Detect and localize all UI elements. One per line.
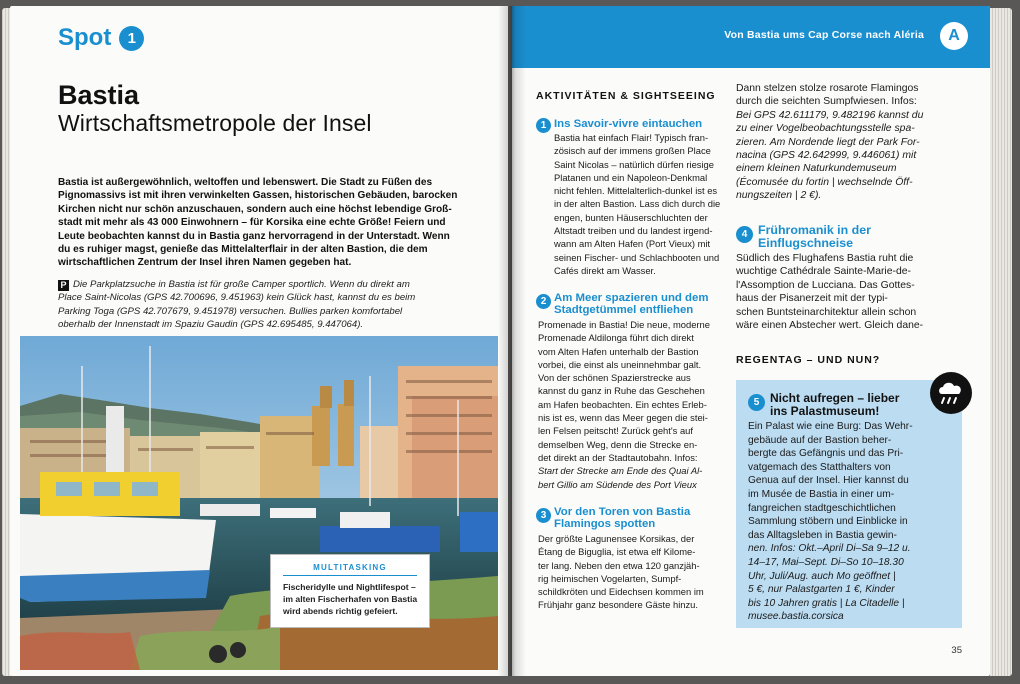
item-body: Bastia hat einfach Flair! Typisch fran- zösisch auf der immens großen Place Saint Nicolas – natürlich dürfen riesige Platanen und ein Napoleon-Denkmal nicht fehlen. Mittelalterlich-dunkel ist es in der alten Bastion. Lass dich durch die engen, bunten Häuserschluchten der Altstadt treiben und du landest irgend- wann am Alten Hafen (Port Vieux) mit seinen Fischer- und Schlachbooten und Cafés direkt am Wasser.	[554, 132, 721, 276]
intro-paragraph	[58, 176, 478, 270]
item-title: Nicht aufregen – lieber ins Palastmuseum!	[770, 391, 900, 418]
right-page	[512, 6, 990, 676]
chapter-letter-badge: A	[940, 22, 968, 50]
section-heading-rainy-day: REGENTAG – UND NUN?	[736, 354, 881, 366]
chapter-header-text: Von Bastia ums Cap Corse nach Aléria	[724, 29, 924, 41]
item-body-continued: Dann stelzen stolze rosarote Flamingos durch die seichten Sumpfwiesen. Infos: Bei GPS 42.611179, 9.482196 kannst du zu einer Vogelbeobachtungsstelle spa- zieren. Am Nordende liegt der Park For- nacina (GPS 42.642999, 9.446061) mit einem kleinen Naturkundemuseum (Écomusée du fortin | wechselnde Öff- nungszeiten | 2 €).	[736, 83, 924, 202]
item-body: Ein Palast wie eine Burg: Das Wehr- gebäude auf der Bastion beher- bergte das Gefängnis und das Pri- vatgemach des Statthalters von Genua auf der Insel. Hier kannst du im Musée de Bastia in einer um- fangreichen stadtgeschichtlichen Sammlung stöbern und Einblicke in das Alltagsleben in Bastia gewin- nen. Infos: Okt.–April Di–Sa 9–12 u. 14–17, Mai–Sept. Di–So 10–18.30 Uhr, Juli/Aug. auch Mo geöffnet | 5 €, nur Palastgarten 1 €, Kinder bis 10 Jahren gratis | La Citadelle | musee.bastia.corsica	[748, 421, 913, 623]
multitasking-line: im alten Fischerhafen von Bastia	[283, 594, 418, 604]
spot-header	[58, 24, 144, 52]
rain-cloud-icon	[930, 372, 972, 414]
page-number: 35	[951, 645, 962, 656]
item-number-badge: 2	[536, 294, 551, 309]
item-number-badge: 4	[736, 226, 753, 243]
right-page-edges	[990, 8, 1012, 676]
item-title: Vor den Toren von Bastia Flamingos spotten	[554, 506, 691, 530]
parking-note	[58, 278, 478, 332]
parking-line: Parking Toga (GPS 42.707679, 9.451978) versuchen. Bullies parken komfortabel	[58, 305, 403, 317]
spot-word: Spot	[58, 24, 112, 51]
intro-line: Bastia ist außergewöhnlich, weltoffen und lebenswert. Die Stadt zu Füßen des	[58, 177, 433, 188]
intro-line: wirtschaftlichen Zentrum der Insel ihren Namen gegeben hat.	[58, 257, 352, 269]
multitasking-label: MULTITASKING	[313, 563, 387, 572]
item-body: Promenade in Bastia! Die neue, moderne Promenade Aldilonga führt dich direkt vom Alten Hafen unterhalb der Bastion vorbei, die einst als uneinnehmbar galt. Von der schönen Spazierstrecke aus kannst du ganz in Ruhe das Geschehen am Hafen beobachten. Ein echtes Erleb- nis ist es, wenn das Meer gegen die stei- len Felsen peitscht! Zurück geht's auf demselben Weg, denn die Strecke en- det direkt an der Stadtautobahn. Infos: Start der Strecke am Ende des Quai Al- bert Gillio am Südende des Port Vieux	[538, 319, 710, 490]
intro-line: stadt mit mehr als 43 000 Einwohnern – für Korsika eine echte Größe! Feiern und	[58, 217, 446, 229]
section-heading-activities: AKTIVITÄTEN & SIGHTSEEING	[536, 90, 716, 102]
parking-icon: P	[58, 280, 69, 291]
item-body: Der größte Lagunensee Korsikas, der Étang de Biguglia, ist etwa elf Kilome- ter lang. Neben den etwa 120 ganzjäh- rig heimischen Vogelarten, Sumpf- schildkröten und Eidechsen kommen im Frühjahr ganz besondere Gäste hinzu.	[538, 533, 704, 611]
intro-line: Leute beobachten kannst du in Bastia ganz hervorragend in der Unterstadt. Wenn	[58, 230, 450, 242]
multitasking-line: Fischeridylle und Nightlifespot –	[283, 582, 416, 592]
multitasking-line: wird abends richtig gefeiert.	[283, 606, 398, 616]
spot-number-badge: 1	[119, 26, 144, 51]
rain-cloud-glyph	[930, 372, 972, 414]
parking-line: Place Saint-Nicolas (GPS 42.700696, 9.451963) kein Glück hast, kannst du es beim	[58, 292, 416, 304]
item-title: Frühromanik in der Einflugschneise	[758, 223, 871, 250]
multitasking-rule	[283, 575, 417, 576]
parking-line: oberhalb der Innenstadt im Spaziu Gaudin (GPS 42.695485, 9.447064).	[58, 319, 364, 331]
item-number-badge: 5	[748, 394, 765, 411]
parking-line: P Die Parkplatzsuche in Bastia ist für große Camper sportlich. Wenn du direkt am	[58, 278, 478, 291]
item-number-badge: 1	[536, 118, 551, 133]
multitasking-box	[270, 554, 430, 628]
item-body: Südlich des Flughafens Bastia ruht die wuchtige Cathédrale Sainte-Marie-de- l'Assomption de Lucciana. Das Gottes- haus der Pisanerzeit mit der typi- schen Buntsteinarchitektur allein schon wäre einen Abstecher wert. Gleich dane-	[736, 253, 924, 332]
multitasking-text	[283, 581, 423, 617]
item-title: Ins Savoir-vivre eintauchen	[554, 118, 703, 130]
page-title: Bastia	[58, 80, 140, 110]
page-subtitle: Wirtschaftsmetropole der Insel	[58, 110, 372, 136]
item-number-badge: 3	[536, 508, 551, 523]
rainy-day-box	[736, 380, 962, 628]
intro-line: Pignomassivs ist mit ihren verwinkelten Gassen, historischen Gebäuden, barocken	[58, 190, 458, 202]
intro-line: Kirchen nicht nur schön anzuschauen, sondern auch eine höchst lebendige Groß-	[58, 203, 452, 215]
intro-line: du es ruhiger magst, genieße das Mittelalterflair in der alten Bastion, die dem	[58, 244, 428, 256]
chapter-header-band	[512, 6, 990, 68]
item-title: Am Meer spazieren und dem Stadtgetümmel entfliehen	[554, 292, 709, 316]
